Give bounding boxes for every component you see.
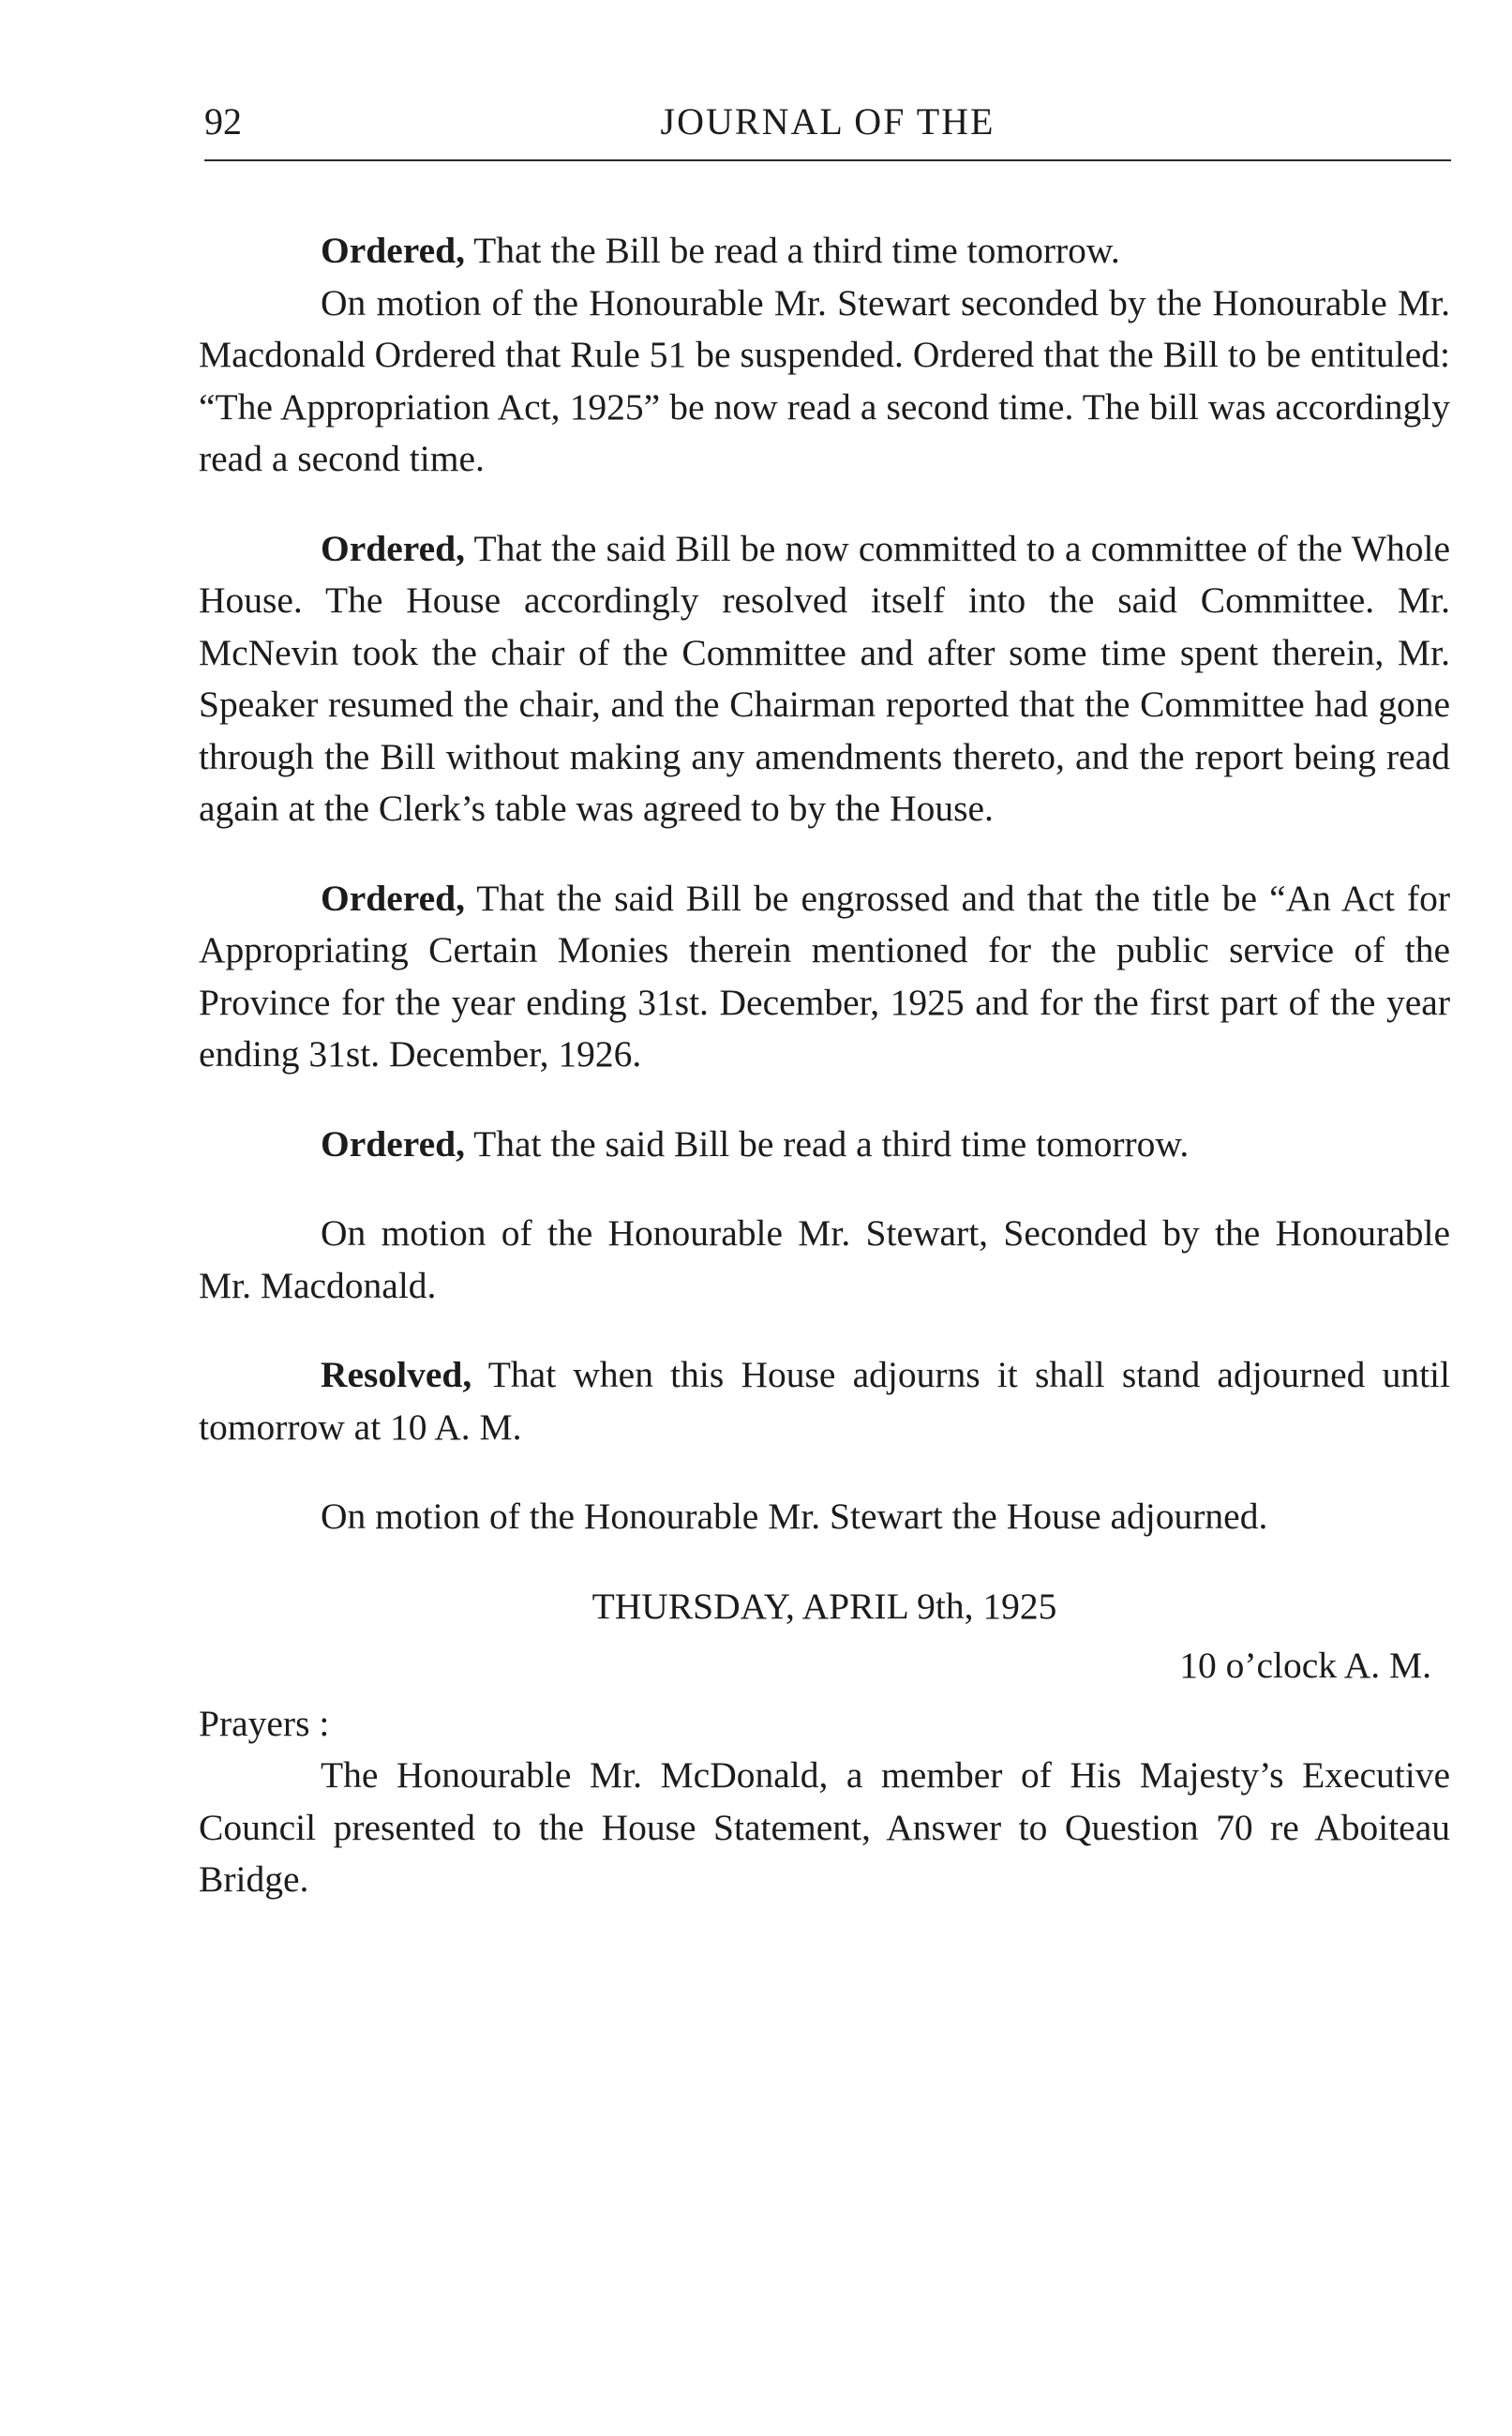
- journal-body: [199, 225, 1450, 1906]
- paragraph-text: That the said Bill be now committed to a committee of the Whole House. The House accordingly resolved itself into the said Committee. Mr. McNevin took the chair of the Committee and after some time spent therein, Mr. Speaker resumed the chair, and the Chairman reported that the Committee had gone through the Bill without making any amendments thereto, and the report being read again at the Clerk’s table was agreed to by the House.: [199, 527, 1450, 829]
- paragraph-engrossed-title: [199, 873, 1450, 1081]
- paragraph-lead: Ordered,: [321, 877, 465, 919]
- paragraph-text: That when this House adjourns it shall stand adjourned until tomorrow at 10 A. M.: [199, 1354, 1450, 1448]
- paragraph-text: On motion of the Honourable Mr. Stewart seconded by the Honourable Mr. Macdonald Ordered that Rule 51 be suspended. Ordered that the Bill to be entituled: “The Appropriation Act, 1925” be now read a second time. The bill was accordingly read a second time.: [199, 281, 1450, 479]
- prayers-heading: Prayers :: [199, 1702, 330, 1744]
- header-rule: [204, 159, 1451, 161]
- sitting-date: THURSDAY, APRIL 9th, 1925: [591, 1585, 1057, 1627]
- sitting-time: 10 o’clock A. M.: [1179, 1645, 1431, 1686]
- paragraph-second-reading-motion: [199, 278, 1450, 486]
- paragraph-lead: Ordered,: [321, 230, 465, 271]
- paragraph-text: On motion of the Honourable Mr. Stewart, Seconded by the Honourable Mr. Macdonald.: [199, 1212, 1450, 1306]
- paragraph-text: That the said Bill be read a third time tomorrow.: [464, 1122, 1190, 1165]
- paragraph-ordered-third-reading-2: [199, 1119, 1450, 1171]
- paragraph-text: That the said Bill be engrossed and that the title be “An Act for Appropriating Certain Monies therein mentioned for the public service of the Province for the year ending 31st. December, 1925 and for the first part of the year ending 31st. December, 1926.: [199, 877, 1450, 1075]
- paragraph-lead: Ordered,: [321, 1122, 465, 1165]
- page-number: 92: [204, 100, 242, 143]
- running-head: JOURNAL OF THE: [660, 100, 996, 143]
- paragraph-committee: [199, 523, 1450, 835]
- paragraph-lead: Resolved,: [321, 1354, 472, 1395]
- paragraph-ordered-third-reading: [199, 225, 1450, 278]
- page-header: [204, 94, 1451, 150]
- paragraph-text: That the Bill be read a third time tomorrow.: [464, 230, 1120, 271]
- paragraph-text: On motion of the Honourable Mr. Stewart the House adjourned.: [321, 1496, 1268, 1537]
- paragraph-resolved: [199, 1349, 1450, 1453]
- paragraph-lead: Ordered,: [321, 527, 465, 569]
- paragraph-house-adjourned: [199, 1491, 1450, 1543]
- paragraph-statement: The Honourable Mr. McDonald, a member of His Majesty’s Executive Council presented to the House Statement, Answer to Question 70 re Aboiteau Bridge.: [199, 1754, 1450, 1900]
- paragraph-adjournment-motion: [199, 1208, 1450, 1312]
